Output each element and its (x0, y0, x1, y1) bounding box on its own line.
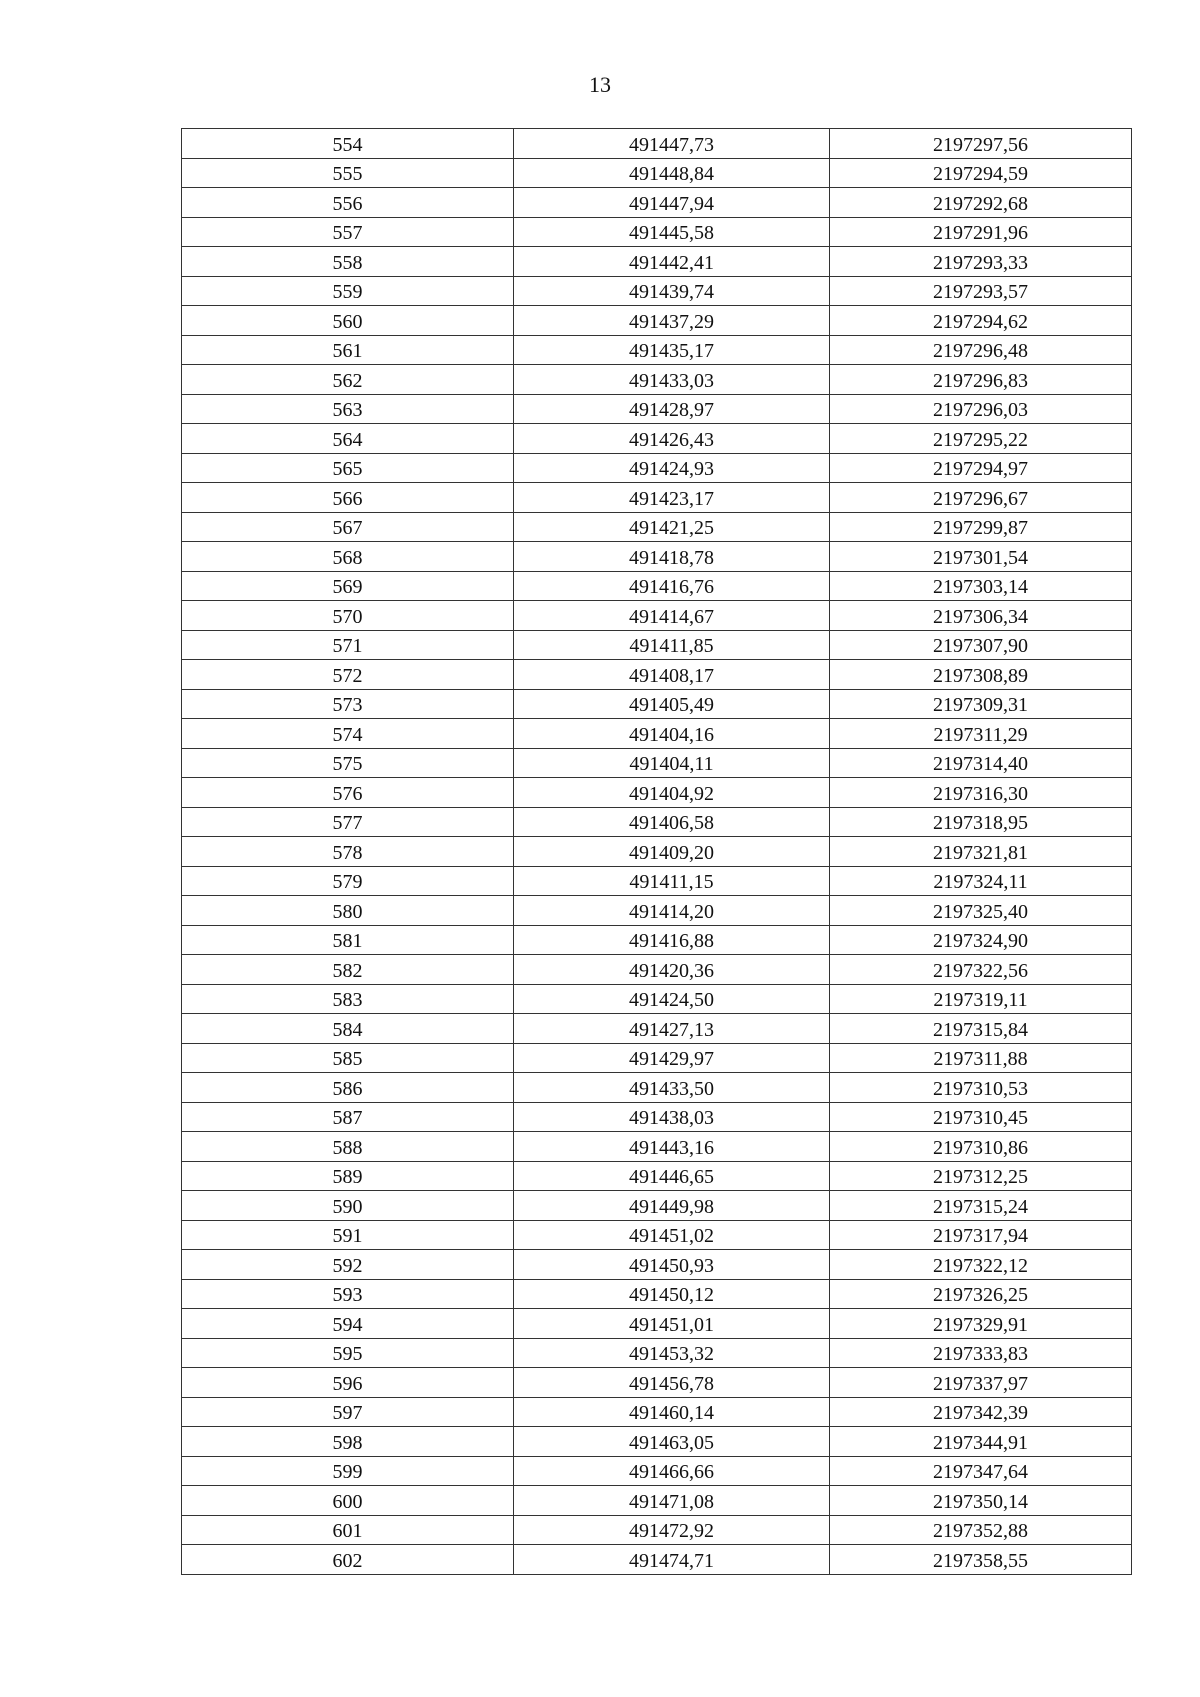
table-row (182, 394, 1132, 424)
x-coordinate-cell: 491463,05 (514, 1427, 830, 1457)
x-coordinate-cell: 491466,66 (514, 1456, 830, 1486)
table-row (182, 453, 1132, 483)
table-row (182, 1043, 1132, 1073)
y-coordinate-cell: 2197342,39 (830, 1397, 1132, 1427)
table-row (182, 925, 1132, 955)
point-number-cell: 558 (182, 247, 514, 277)
table-row (182, 1309, 1132, 1339)
table-row (182, 689, 1132, 719)
table-row (182, 188, 1132, 218)
x-coordinate-cell: 491414,67 (514, 601, 830, 631)
table-row (182, 424, 1132, 454)
point-number-cell: 598 (182, 1427, 514, 1457)
point-number-cell: 601 (182, 1515, 514, 1545)
x-coordinate-cell: 491421,25 (514, 512, 830, 542)
table-row (182, 571, 1132, 601)
y-coordinate-cell: 2197306,34 (830, 601, 1132, 631)
point-number-cell: 560 (182, 306, 514, 336)
table-row (182, 129, 1132, 159)
table-row (182, 1279, 1132, 1309)
point-number-cell: 577 (182, 807, 514, 837)
table-row (182, 1486, 1132, 1516)
coordinates-table (181, 128, 1132, 1575)
x-coordinate-cell: 491411,15 (514, 866, 830, 896)
y-coordinate-cell: 2197329,91 (830, 1309, 1132, 1339)
x-coordinate-cell: 491411,85 (514, 630, 830, 660)
table-row (182, 1397, 1132, 1427)
x-coordinate-cell: 491420,36 (514, 955, 830, 985)
y-coordinate-cell: 2197311,29 (830, 719, 1132, 749)
table-row (182, 1545, 1132, 1575)
table-row (182, 748, 1132, 778)
x-coordinate-cell: 491414,20 (514, 896, 830, 926)
point-number-cell: 595 (182, 1338, 514, 1368)
x-coordinate-cell: 491446,65 (514, 1161, 830, 1191)
x-coordinate-cell: 491428,97 (514, 394, 830, 424)
y-coordinate-cell: 2197324,11 (830, 866, 1132, 896)
x-coordinate-cell: 491456,78 (514, 1368, 830, 1398)
x-coordinate-cell: 491447,73 (514, 129, 830, 159)
table-row (182, 483, 1132, 513)
table-row (182, 955, 1132, 985)
y-coordinate-cell: 2197310,86 (830, 1132, 1132, 1162)
table-row (182, 1368, 1132, 1398)
point-number-cell: 579 (182, 866, 514, 896)
table-row (182, 630, 1132, 660)
table-row (182, 837, 1132, 867)
point-number-cell: 562 (182, 365, 514, 395)
y-coordinate-cell: 2197322,12 (830, 1250, 1132, 1280)
point-number-cell: 597 (182, 1397, 514, 1427)
point-number-cell: 600 (182, 1486, 514, 1516)
y-coordinate-cell: 2197296,67 (830, 483, 1132, 513)
table-row (182, 365, 1132, 395)
x-coordinate-cell: 491474,71 (514, 1545, 830, 1575)
point-number-cell: 589 (182, 1161, 514, 1191)
point-number-cell: 572 (182, 660, 514, 690)
table-row (182, 1427, 1132, 1457)
y-coordinate-cell: 2197311,88 (830, 1043, 1132, 1073)
x-coordinate-cell: 491472,92 (514, 1515, 830, 1545)
x-coordinate-cell: 491433,03 (514, 365, 830, 395)
table-row (182, 1250, 1132, 1280)
point-number-cell: 566 (182, 483, 514, 513)
point-number-cell: 565 (182, 453, 514, 483)
y-coordinate-cell: 2197292,68 (830, 188, 1132, 218)
coordinates-table-body (182, 129, 1132, 1575)
table-row (182, 719, 1132, 749)
y-coordinate-cell: 2197316,30 (830, 778, 1132, 808)
y-coordinate-cell: 2197321,81 (830, 837, 1132, 867)
x-coordinate-cell: 491429,97 (514, 1043, 830, 1073)
x-coordinate-cell: 491449,98 (514, 1191, 830, 1221)
y-coordinate-cell: 2197293,33 (830, 247, 1132, 277)
point-number-cell: 602 (182, 1545, 514, 1575)
y-coordinate-cell: 2197297,56 (830, 129, 1132, 159)
x-coordinate-cell: 491406,58 (514, 807, 830, 837)
point-number-cell: 571 (182, 630, 514, 660)
x-coordinate-cell: 491426,43 (514, 424, 830, 454)
y-coordinate-cell: 2197308,89 (830, 660, 1132, 690)
point-number-cell: 557 (182, 217, 514, 247)
table-row (182, 1515, 1132, 1545)
point-number-cell: 596 (182, 1368, 514, 1398)
point-number-cell: 592 (182, 1250, 514, 1280)
y-coordinate-cell: 2197312,25 (830, 1161, 1132, 1191)
y-coordinate-cell: 2197333,83 (830, 1338, 1132, 1368)
y-coordinate-cell: 2197325,40 (830, 896, 1132, 926)
point-number-cell: 594 (182, 1309, 514, 1339)
table-row (182, 1220, 1132, 1250)
y-coordinate-cell: 2197294,59 (830, 158, 1132, 188)
point-number-cell: 587 (182, 1102, 514, 1132)
y-coordinate-cell: 2197319,11 (830, 984, 1132, 1014)
x-coordinate-cell: 491418,78 (514, 542, 830, 572)
point-number-cell: 599 (182, 1456, 514, 1486)
y-coordinate-cell: 2197303,14 (830, 571, 1132, 601)
x-coordinate-cell: 491438,03 (514, 1102, 830, 1132)
table-row (182, 1132, 1132, 1162)
table-row (182, 984, 1132, 1014)
y-coordinate-cell: 2197296,83 (830, 365, 1132, 395)
point-number-cell: 559 (182, 276, 514, 306)
x-coordinate-cell: 491451,01 (514, 1309, 830, 1339)
point-number-cell: 563 (182, 394, 514, 424)
y-coordinate-cell: 2197337,97 (830, 1368, 1132, 1398)
point-number-cell: 581 (182, 925, 514, 955)
y-coordinate-cell: 2197301,54 (830, 542, 1132, 572)
y-coordinate-cell: 2197294,62 (830, 306, 1132, 336)
x-coordinate-cell: 491416,88 (514, 925, 830, 955)
x-coordinate-cell: 491424,93 (514, 453, 830, 483)
x-coordinate-cell: 491460,14 (514, 1397, 830, 1427)
point-number-cell: 556 (182, 188, 514, 218)
point-number-cell: 555 (182, 158, 514, 188)
y-coordinate-cell: 2197307,90 (830, 630, 1132, 660)
point-number-cell: 564 (182, 424, 514, 454)
x-coordinate-cell: 491416,76 (514, 571, 830, 601)
table-row (182, 866, 1132, 896)
point-number-cell: 554 (182, 129, 514, 159)
table-row (182, 335, 1132, 365)
y-coordinate-cell: 2197352,88 (830, 1515, 1132, 1545)
x-coordinate-cell: 491445,58 (514, 217, 830, 247)
y-coordinate-cell: 2197294,97 (830, 453, 1132, 483)
table-row (182, 1102, 1132, 1132)
y-coordinate-cell: 2197317,94 (830, 1220, 1132, 1250)
x-coordinate-cell: 491437,29 (514, 306, 830, 336)
y-coordinate-cell: 2197324,90 (830, 925, 1132, 955)
table-row (182, 807, 1132, 837)
point-number-cell: 570 (182, 601, 514, 631)
table-row (182, 542, 1132, 572)
point-number-cell: 561 (182, 335, 514, 365)
y-coordinate-cell: 2197291,96 (830, 217, 1132, 247)
table-row (182, 1073, 1132, 1103)
point-number-cell: 578 (182, 837, 514, 867)
table-row (182, 1338, 1132, 1368)
x-coordinate-cell: 491409,20 (514, 837, 830, 867)
y-coordinate-cell: 2197293,57 (830, 276, 1132, 306)
page-number: 13 (589, 72, 611, 97)
x-coordinate-cell: 491427,13 (514, 1014, 830, 1044)
x-coordinate-cell: 491443,16 (514, 1132, 830, 1162)
point-number-cell: 573 (182, 689, 514, 719)
y-coordinate-cell: 2197299,87 (830, 512, 1132, 542)
x-coordinate-cell: 491471,08 (514, 1486, 830, 1516)
y-coordinate-cell: 2197309,31 (830, 689, 1132, 719)
y-coordinate-cell: 2197326,25 (830, 1279, 1132, 1309)
y-coordinate-cell: 2197310,45 (830, 1102, 1132, 1132)
table-row (182, 276, 1132, 306)
y-coordinate-cell: 2197344,91 (830, 1427, 1132, 1457)
x-coordinate-cell: 491433,50 (514, 1073, 830, 1103)
table-row (182, 660, 1132, 690)
x-coordinate-cell: 491453,32 (514, 1338, 830, 1368)
x-coordinate-cell: 491404,92 (514, 778, 830, 808)
point-number-cell: 582 (182, 955, 514, 985)
x-coordinate-cell: 491451,02 (514, 1220, 830, 1250)
point-number-cell: 567 (182, 512, 514, 542)
x-coordinate-cell: 491404,16 (514, 719, 830, 749)
x-coordinate-cell: 491439,74 (514, 276, 830, 306)
x-coordinate-cell: 491448,84 (514, 158, 830, 188)
y-coordinate-cell: 2197322,56 (830, 955, 1132, 985)
x-coordinate-cell: 491450,93 (514, 1250, 830, 1280)
point-number-cell: 580 (182, 896, 514, 926)
y-coordinate-cell: 2197310,53 (830, 1073, 1132, 1103)
table-row (182, 158, 1132, 188)
table-row (182, 778, 1132, 808)
point-number-cell: 585 (182, 1043, 514, 1073)
y-coordinate-cell: 2197314,40 (830, 748, 1132, 778)
point-number-cell: 588 (182, 1132, 514, 1162)
point-number-cell: 568 (182, 542, 514, 572)
table-row (182, 1014, 1132, 1044)
y-coordinate-cell: 2197318,95 (830, 807, 1132, 837)
table-row (182, 1191, 1132, 1221)
y-coordinate-cell: 2197350,14 (830, 1486, 1132, 1516)
point-number-cell: 583 (182, 984, 514, 1014)
table-row (182, 247, 1132, 277)
y-coordinate-cell: 2197347,64 (830, 1456, 1132, 1486)
y-coordinate-cell: 2197296,03 (830, 394, 1132, 424)
point-number-cell: 590 (182, 1191, 514, 1221)
point-number-cell: 586 (182, 1073, 514, 1103)
point-number-cell: 574 (182, 719, 514, 749)
x-coordinate-cell: 491404,11 (514, 748, 830, 778)
y-coordinate-cell: 2197315,84 (830, 1014, 1132, 1044)
table-row (182, 1161, 1132, 1191)
table-row (182, 306, 1132, 336)
y-coordinate-cell: 2197296,48 (830, 335, 1132, 365)
point-number-cell: 575 (182, 748, 514, 778)
table-row (182, 896, 1132, 926)
x-coordinate-cell: 491423,17 (514, 483, 830, 513)
point-number-cell: 576 (182, 778, 514, 808)
table-row (182, 601, 1132, 631)
point-number-cell: 584 (182, 1014, 514, 1044)
table-row (182, 217, 1132, 247)
table-row (182, 512, 1132, 542)
y-coordinate-cell: 2197315,24 (830, 1191, 1132, 1221)
x-coordinate-cell: 491405,49 (514, 689, 830, 719)
table-row (182, 1456, 1132, 1486)
x-coordinate-cell: 491424,50 (514, 984, 830, 1014)
x-coordinate-cell: 491450,12 (514, 1279, 830, 1309)
x-coordinate-cell: 491408,17 (514, 660, 830, 690)
point-number-cell: 591 (182, 1220, 514, 1250)
x-coordinate-cell: 491442,41 (514, 247, 830, 277)
y-coordinate-cell: 2197358,55 (830, 1545, 1132, 1575)
y-coordinate-cell: 2197295,22 (830, 424, 1132, 454)
point-number-cell: 569 (182, 571, 514, 601)
point-number-cell: 593 (182, 1279, 514, 1309)
x-coordinate-cell: 491447,94 (514, 188, 830, 218)
x-coordinate-cell: 491435,17 (514, 335, 830, 365)
